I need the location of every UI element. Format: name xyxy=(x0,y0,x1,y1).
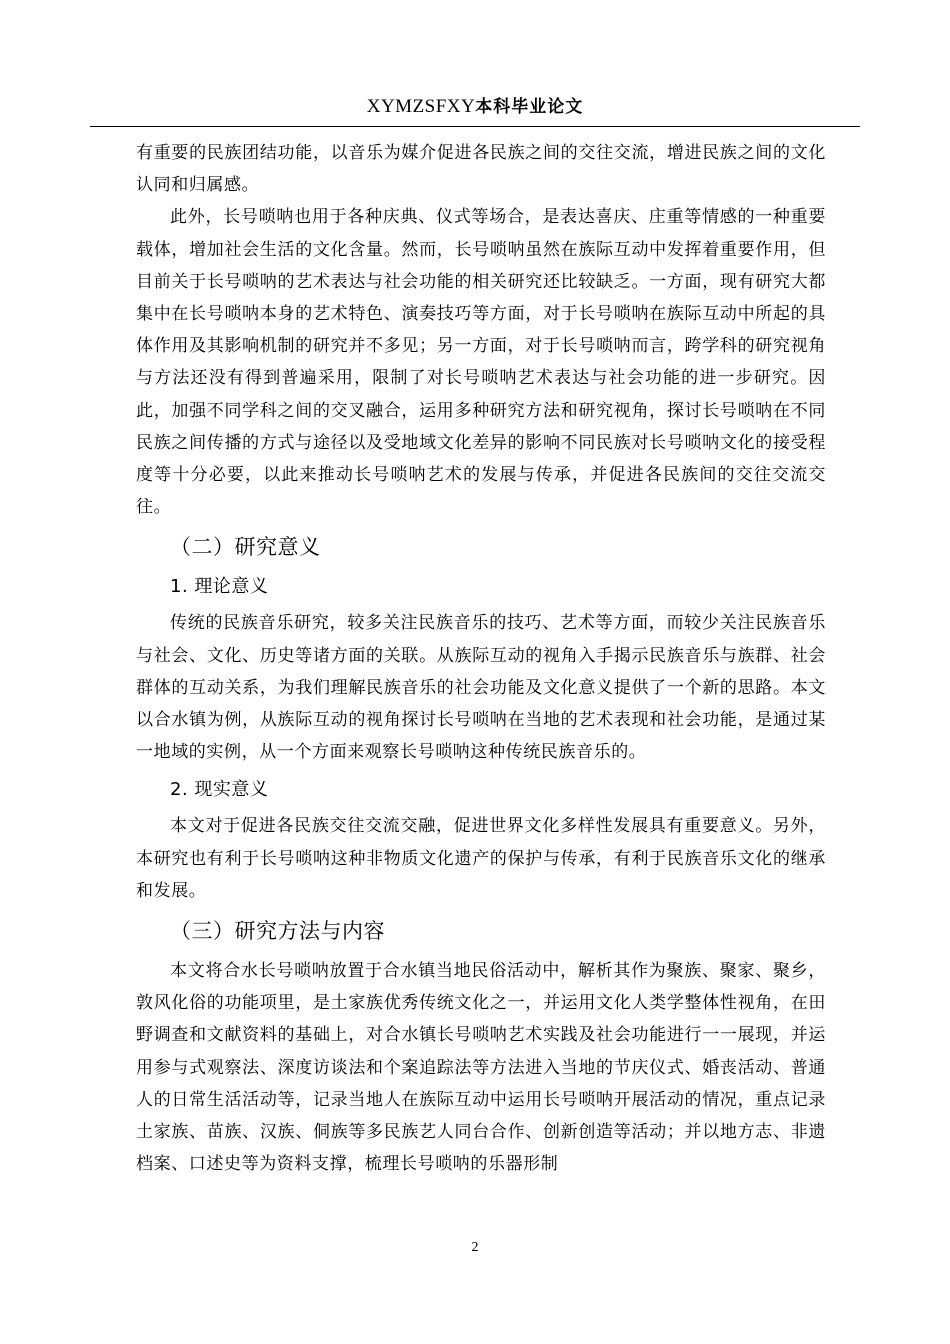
subheading-theoretical: 1. 理论意义 xyxy=(170,576,269,598)
header-label: 本科毕业论文 xyxy=(475,97,584,117)
page-header xyxy=(90,92,860,127)
paragraph-methods: 本文将合水长号唢呐放置于合水镇当地民俗活动中，解析其作为聚族、聚家、聚乡，敦风化俗的功能项里，是土家族优秀传统文化之一，并运用文化人类学整体性视角，在田野调查和文献资料的基础上，对合水镇长号唢呐艺术实践及社会功能进行一一展现，并运用参与式观察法、深度访谈法和个案追踪法等方法进入当地的节庆仪式、婚丧活动、普通人的日常生活活动等，记录当地人在族际互动中运用长号唢呐开展活动的情况，重点记录土家族、苗族、汉族、侗族等多民族艺人同台合作、创新创造等活动；并以地方志、非遗档案、口述史等为资料支撑，梳理长号唢呐的乐器形制 xyxy=(136,961,826,1175)
paragraph-background: 此外，长号唢呐也用于各种庆典、仪式等场合，是表达喜庆、庄重等情感的一种重要载体，增加社会生活的文化含量。然而，长号唢呐虽然在族际互动中发挥着重要作用，但目前关于长号唢呐的艺术表达与社会功能的相关研究还比较缺乏。一方面，现有研究大都集中在长号唢呐本身的艺术特色、演奏技巧等方面，对于长号唢呐在族际互动中所起的具体作用及其影响机制的研究并不多见；另一方面，对于长号唢呐而言，跨学科的研究视角与方法还没有得到普遍采用，限制了对长号唢呐艺术表达与社会功能的进一步研究。因此，加强不同学科之间的交叉融合，运用多种研究方法和研究视角，探讨长号唢呐在不同民族之间传播的方式与途径以及受地域文化差异的影响不同民族对长号唢呐文化的接受程度等十分必要，以此来推动长号唢呐艺术的发展与传承，并促进各民族间的交往交流交往。 xyxy=(136,207,826,518)
paragraph-continued: 有重要的民族团结功能，以音乐为媒介促进各民族之间的交往交流，增进民族之间的文化认同和归属感。 xyxy=(136,143,826,196)
paragraph-practical: 本文对于促进各民族交往交流交融，促进世界文化多样性发展具有重要意义。另外，本研究也有利于长号唢呐这种非物质文化遗产的保护与传承，有利于民族音乐文化的继承和发展。 xyxy=(136,816,826,901)
subheading-practical: 2. 现实意义 xyxy=(170,779,269,801)
header-code: XYMZSFXY xyxy=(366,96,476,117)
section-heading-significance: （二）研究意义 xyxy=(170,535,321,560)
page-number: 2 xyxy=(471,1240,479,1255)
body-content xyxy=(136,137,826,1180)
section-heading-methods: （三）研究方法与内容 xyxy=(170,919,385,944)
paragraph-theoretical: 传统的民族音乐研究，较多关注民族音乐的技巧、艺术等方面，而较少关注民族音乐与社会、文化、历史等诸方面的关联。从族际互动的视角入手揭示民族音乐与族群、社会群体的互动关系，为我们理解民族音乐的社会功能及文化意义提供了一个新的思路。本文以合水镇为例，从族际互动的视角探讨长号唢呐在当地的艺术表现和社会功能，是通过某一地域的实例，从一个方面来观察长号唢呐这种传统民族音乐的。 xyxy=(136,613,826,763)
